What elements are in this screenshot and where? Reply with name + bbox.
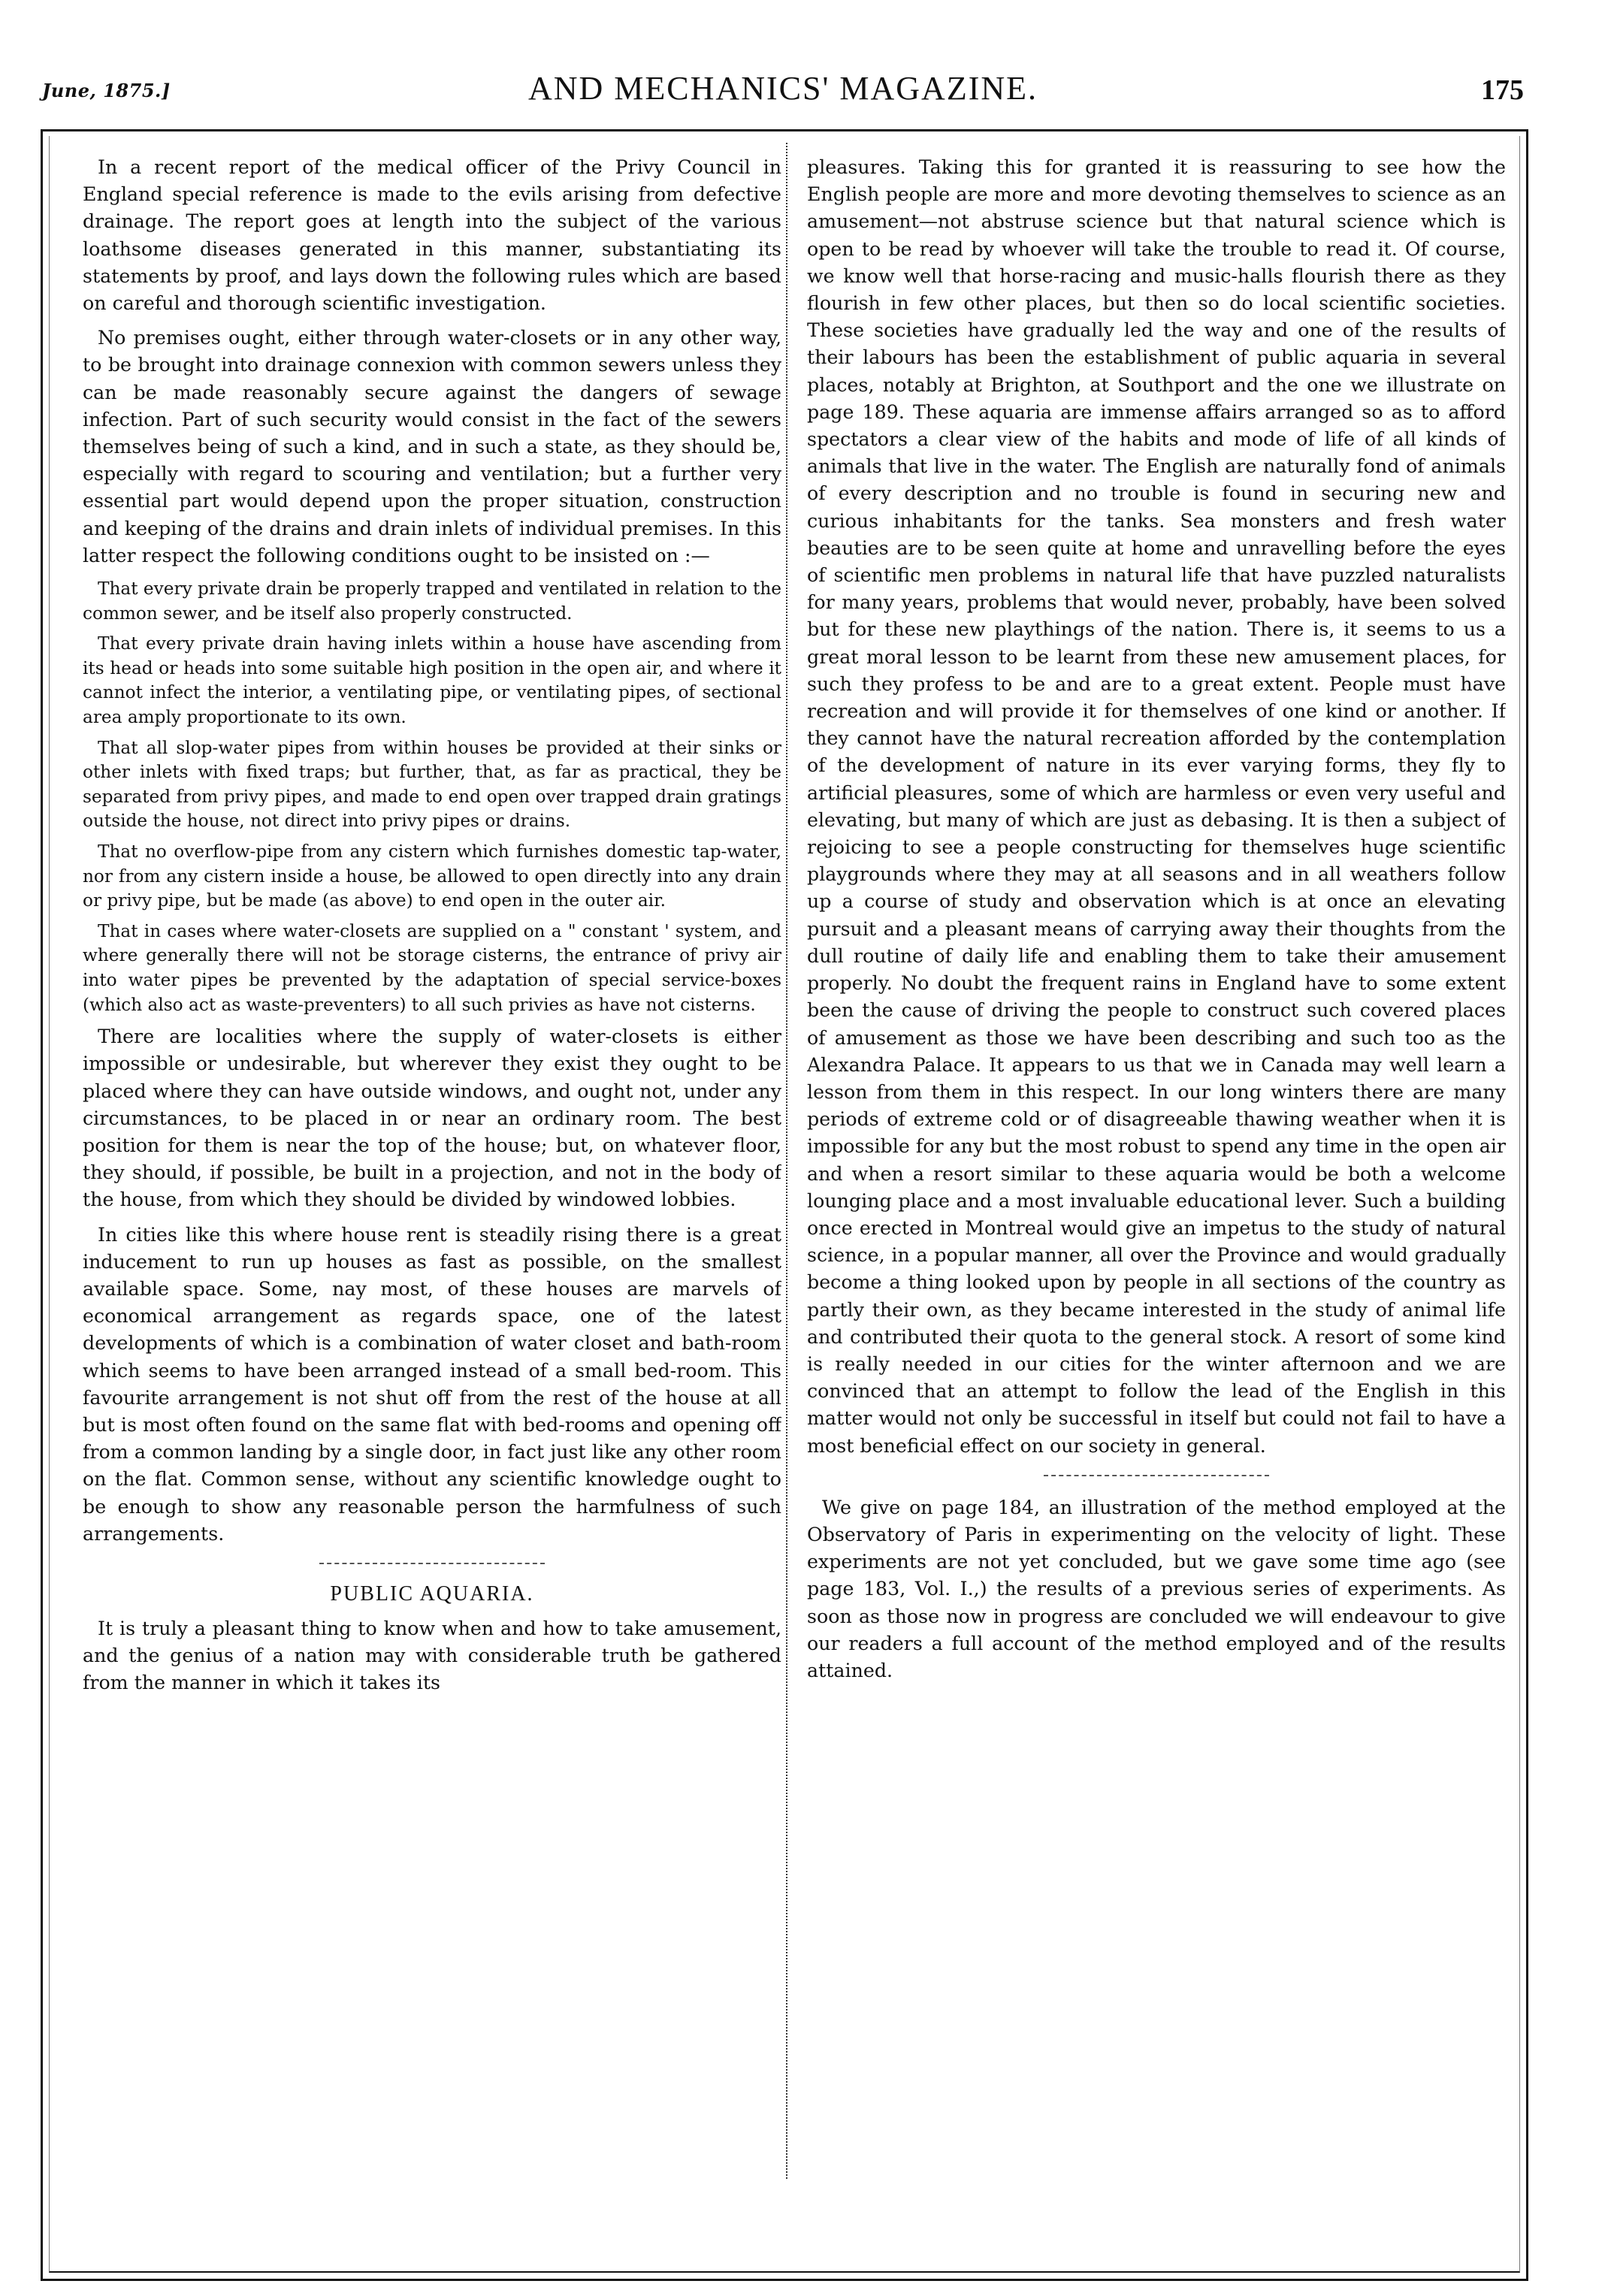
paragraph-house-rent: In cities like this where house rent is steadily rising there is a great inducement to run up houses as fast as possible, on the smallest available space. Some, nay most, of these houses are marvels of economical arrangement as regards space, one of the latest developments of which is a combination of water closet and bath-room which seems to have been arranged instead of a small bed-room. This favourite arrangement is not shut off from the rest of the house at all but is most often found on the same flat with bed-rooms and opening off from a common landing by a single door, in fact just like any other room on the flat. Common sense, without any scientific knowledge ought to be enough to show any reasonable person the harmfulness of such arrangements. xyxy=(83,1223,781,1545)
paragraph-drainage-intro: In a recent report of the medical officer of the Privy Council in England special reference is made to the evils arising from defective drainage. The report goes at length into the subject of the various loathsome diseases generated in this manner, substantiating its statements by proof, and lays down the following rules which are based on careful and thorough scientific investigation. xyxy=(83,156,781,315)
page-header xyxy=(42,69,1524,107)
left-column xyxy=(83,154,781,2185)
magazine-title: AND MECHANICS' MAGAZINE. xyxy=(527,70,1038,107)
rule-overflow-pipe: That no overflow-pipe from any cistern which furnishes domestic tap-water, nor from any cistern inside a house, be allowed to open directly into any drain or privy pipe, but be made (as above) to end open in the outer air. xyxy=(83,841,781,911)
column-divider xyxy=(786,143,789,2179)
rule-slop-water-pipes: That all slop-water pipes from within houses be provided at their sinks or other inlets with fixed traps; but further, that, as far as practical, they be separated from privy pipes, and made to end open over trapped drain gratings outside the house, not direct into privy pipes or drains. xyxy=(83,737,781,832)
rule-constant-system: That in cases where water-closets are supplied on a " constant ' system, and where generally there will not be storage cisterns, the entrance of privy air into water pipes be prevented by the adaptation of special service-boxes (which also act as waste-preventers) to all such privies as have not cisterns. xyxy=(83,920,781,1015)
paragraph-localities: There are localities where the supply of water-closets is either impossible or undesirable, but wherever they exist they ought to be placed where they can have outside windows, and ought not, under any circumstances, to be placed in or near an ordinary room. The best position for them is near the top of the house; but, on whatever floor, they should, if possible, be built in a projection, and not in the body of the house, from which they should be divided by windowed lobbies. xyxy=(83,1026,781,1211)
rule-ventilating-pipe: That every private drain having inlets within a house have ascending from its head or heads into some suitable high position in the open air, and where it cannot infect the interior, a ventilating pipe, or ventilating pipes, of sectional area amply proportionate to its own. xyxy=(83,633,781,728)
paragraph-aquaria-start: It is truly a pleasant thing to know when and how to take amusement, and the genius of a nation may with considerable truth be gathered from the manner in which it takes its xyxy=(83,1618,781,1694)
paragraph-aquaria-continued: pleasures. Taking this for granted it is reassuring to see how the English people are more and more devoting themselves to science as an amusement—not abstruse science but that natural science which is open to be read by whoever will take the trouble to read it. Of course, we know well that horse-racing and music-halls flourish there as they flourish in few other places, but then so do local scientific societies. These societies have gradually led the way and one of the results of their labours has been the establishment of public aquaria in several places, notably at Brighton, at Southport and the one we illustrate on page 189. These aquaria are immense affairs arranged so as to afford spectators a clear view of the habits and mode of life of all kinds of animals that live in the water. The English are naturally fond of animals of every description and no trouble is found in securing new and curious inhabitants for the tanks. Sea monsters and fresh water beauties are to be seen quite at home and unravelling before the eyes of scientific men problems in natural life that have puzzled naturalists for many years, problems that would never, probably, have been solved but for these new playthings of the nation. There is, it seems to us a great moral lesson to be learnt from these new amusement places, for such they profess to be and are to a great extent. People must have recreation and will provide it for themselves of one kind or another. If they cannot have the natural recreation afforded by the contemplation of the development of nature in its ever varying forms, they fly to artificial pleasures, some of which are harmless or even very useful and elevating, but many of which are just as debasing. It is then a subject of rejoicing to see a people constructing for themselves huge scientific playgrounds where they may at all seasons and in all weathers follow up a course of study and observation which is at once an elevating pursuit and a pleasant means of carrying away their thoughts from the dull routine of daily life and enabling them to take their amusement properly. No doubt the frequent rains in England have to some extent been the cause of driving the people to construct such covered places of amusement as those we have been describing and such too as the Alexandra Palace. It appears to us that we in Canada may well learn a lesson from them in this respect. In our long winters there are many periods of extreme cold or of disagreeable thawing weather when it is impossible for any but the most robust to spend any time in the open air and when a resort similar to these aquaria would be both a welcome lounging place and a most invaluable educational lever. Such a building once erected in Montreal would give an impetus to the study of natural science, in a popular manner, all over the Province and would gradually become a thing looked upon by people in all sections of the country as partly their own, as they became interested in the study of animal life and contributed their quota to the general stock. A resort of some kind is really needed in our cities for the winter afternoon and we are convinced that an attempt to follow the lead of the English in this matter would not only be successful in itself but could not fail to have a most beneficial effect on our society in general. xyxy=(807,156,1506,1457)
section-heading-public-aquaria: PUBLIC AQUARIA. xyxy=(330,1582,534,1606)
issue-date: June, 1875.] xyxy=(42,80,171,101)
section-divider-right xyxy=(1044,1475,1269,1478)
paragraph-no-premises: No premises ought, either through water-closets or in any other way, to be brought into drainage connexion with common sewers unless they can be made reasonably secure against the dangers of sewage infection. Part of such security would consist in the fact of the sewers themselves being of such a kind, and in such a state, as they should be, especially with regard to scouring and ventilation; but a further very essential part would depend upon the proper situation, construction and keeping of the drains and drain inlets of individual premises. In this latter respect the following conditions ought to be insisted on :— xyxy=(83,327,781,566)
right-column xyxy=(807,154,1506,2185)
page-number: 175 xyxy=(1481,74,1524,106)
rule-private-drain-trapped: That every private drain be properly trapped and ventilated in relation to the common sewer, and be itself also properly constructed. xyxy=(83,579,781,624)
paragraph-velocity-of-light: We give on page 184, an illustration of the method employed at the Observatory of Paris in experimenting on the velocity of light. These experiments are not yet concluded, but we gave some time ago (see page 183, Vol. I.,) the results of a previous series of experiments. As soon as those now in progress are concluded we will endeavour to give our readers a full account of the method employed and of the results attained. xyxy=(807,1496,1506,1681)
section-divider xyxy=(319,1563,545,1566)
